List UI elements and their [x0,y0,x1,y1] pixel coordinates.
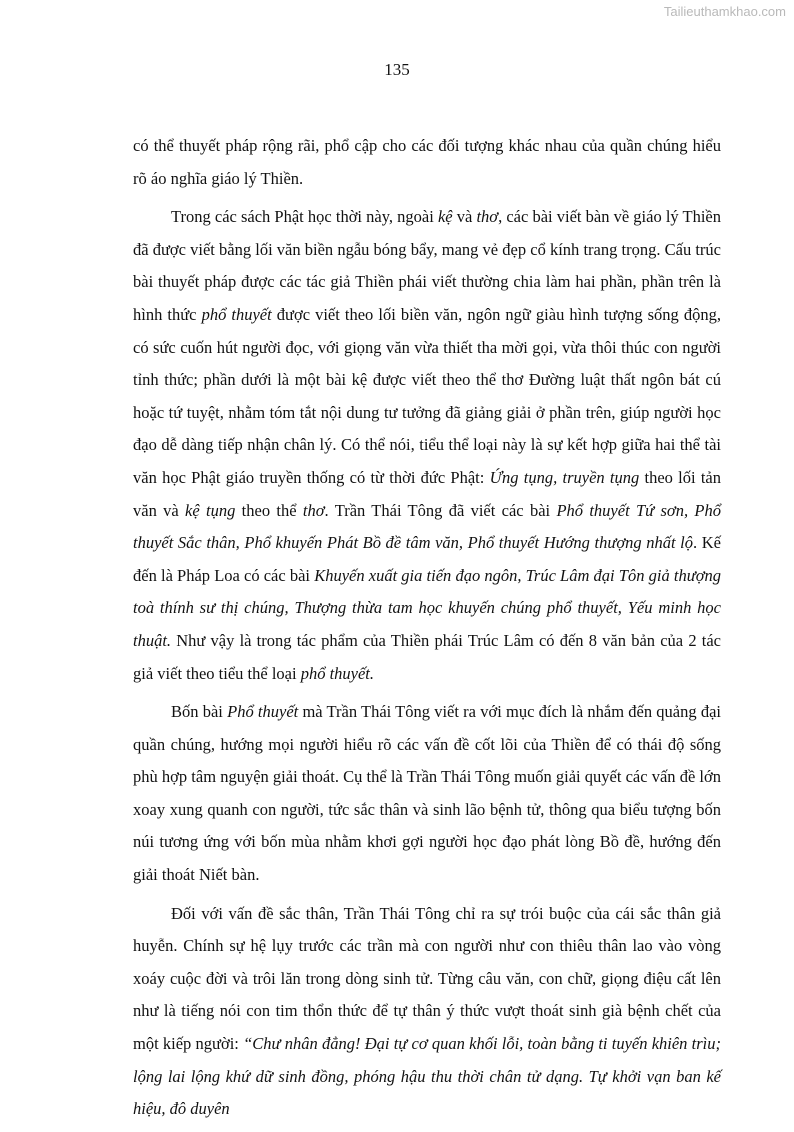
text-run: được viết theo lối biền văn, ngôn ngữ giàu hình tượng sống động, có sức cuốn hút người đọc, với giọng văn vừa thiết tha mời gọi, vừa thôi thúc con người tỉnh thức; phần dưới là một bài kệ được viết theo thể thơ Đường luật thất ngôn bát cú hoặc tứ tuyệt, nhằm tóm tắt nội dung tư tưởng đã giảng giải ở phần trên, giúp người học đạo dễ dàng tiếp nhận chân lý. Có thể nói, tiểu thể loại này là sự kết hợp giữa hai thể tài văn học Phật giáo truyền thống có từ thời đức Phật: [133,304,721,487]
text-run: theo thể [235,500,303,520]
document-body [133,130,721,1132]
page-number: 135 [384,60,410,79]
text-run: Đối với vấn đề sắc thân, Trần Thái Tông chỉ ra sự trói buộc của cái sắc thân giả huyễn. Chính sự hệ lụy trước các trần mà con người như con thiêu thân lao vào vòng xoáy cuộc đời và trôi lăn trong dòng sinh tử. Từng câu văn, con chữ, giọng điệu cất lên như là tiếng nói con tim thổn thức để tự thân ý thức vượt thoát sinh già bệnh chết của một kiếp người: [133,903,721,1054]
italic-text: Ứng tụng, truyền tụng [489,467,640,487]
paragraph-4 [133,898,721,1126]
paragraph-1 [133,130,721,195]
text-run: mà Trần Thái Tông viết ra với mục đích là nhắm đến quảng đại quần chúng, hướng mọi người hiểu rõ các vấn đề cốt lõi của Thiền để có thái độ sống phù hợp tâm nguyện giải thoát. Cụ thể là Trần Thái Tông muốn giải quyết các vấn đề lớn xoay xung quanh con người, tức sắc thân và sinh lão bệnh tử, thông qua biểu tượng bốn núi tương ứng với bốn mùa nhằm khơi gợi người học đạo phát lòng Bồ đề, hướng đến giải thoát Niết bàn. [133,702,721,885]
italic-text: phổ thuyết [201,304,272,324]
italic-text: Khuyến xuất gia tiến đạo ngôn, Trúc Lâm đại Tôn giả thượng toà thính sư thị chúng, Thượng thừa tam học khuyến chúng phổ thuyết, Yếu minh học thuật. [133,565,721,650]
text-run: Trong các sách Phật học thời này, ngoài [171,207,438,227]
italic-text: kệ [437,207,453,227]
text-run: có thể thuyết pháp rộng rãi, phổ cập cho các đối tượng khác nhau của quần chúng hiểu rõ áo nghĩa giáo lý Thiền. [133,136,721,188]
text-run: . Kế đến là Pháp Loa có các bài [133,533,721,585]
text-run: , các bài viết bàn về giáo lý Thiền đã được viết bằng lối văn biền ngẫu bóng bẩy, mang vẻ đẹp cổ kính trang trọng. Cấu trúc bài thuyết pháp được các tác giả Thiền phái viết thường chia làm hai phần, phần trên là hình thức [133,207,721,324]
italic-text: phổ thuyết. [300,663,375,683]
italic-text: thơ [302,500,325,520]
italic-text: Phổ thuyết Tứ sơn, Phổ thuyết Sắc thân, Phổ khuyến Phát Bồ đề tâm văn, Phổ thuyết Hướng thượng nhất lộ [133,500,721,553]
text-run: theo lối tản văn và [133,467,722,520]
text-run: Như vậy là trong tác phẩm của Thiền phái Trúc Lâm có đến 8 văn bản của 2 tác giả viết theo tiểu thể loại [133,630,721,683]
watermark-text: Tailieuthamkhao.com [663,4,786,19]
italic-text: Phổ thuyết [227,702,299,722]
text-run: . Trần Thái Tông đã viết các bài [324,500,557,520]
text-run: Bốn bài [171,702,228,722]
italic-text: kệ tụng [185,500,236,520]
italic-text: thơ [476,207,499,227]
paragraph-2 [133,201,721,690]
paragraph-3 [133,696,721,892]
italic-text: “Chư nhân đẳng! Đại tự cơ quan khối lỗi, toàn bằng ti tuyến khiên trìu; lộng lai lộng khứ dữ sinh đồng, phóng hậu thu thời chân tử dạng. Tự khởi vạn ban kế hiệu, đô duyên [133,1034,721,1119]
text-run: và [452,207,477,227]
